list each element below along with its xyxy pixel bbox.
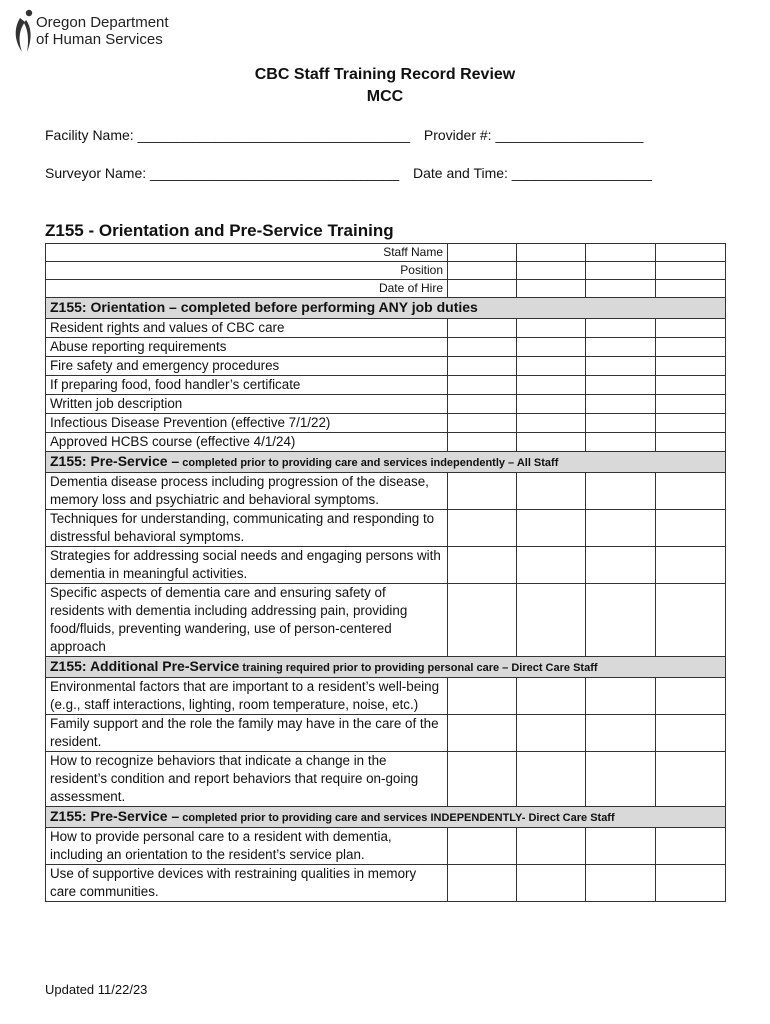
- group-header-row: [46, 807, 726, 828]
- page-title: CBC Staff Training Record Review: [254, 66, 516, 83]
- staff-info-cell-2[interactable]: [517, 244, 586, 262]
- logo-line-1: Oregon Department: [36, 14, 169, 31]
- staff-info-label: Position: [46, 262, 448, 280]
- training-item-cell-2[interactable]: [517, 338, 586, 357]
- training-item-cell-1[interactable]: [448, 510, 517, 547]
- group-header: [46, 452, 726, 473]
- training-item-cell-2[interactable]: [517, 678, 586, 715]
- training-item-cell-4[interactable]: [656, 338, 726, 357]
- staff-info-cell-1[interactable]: [448, 280, 517, 298]
- training-item-cell-4[interactable]: [656, 433, 726, 452]
- training-item-cell-4[interactable]: [656, 357, 726, 376]
- person-figure-icon: [12, 8, 36, 54]
- training-item-cell-4[interactable]: [656, 376, 726, 395]
- training-item-label: Strategies for addressing social needs and engaging persons with dementia in meaningful activities.: [46, 547, 448, 584]
- training-item-cell-1[interactable]: [448, 395, 517, 414]
- training-item-cell-3[interactable]: [586, 357, 656, 376]
- group-header-note: completed prior to providing care and services INDEPENDENTLY- Direct Care Staff: [179, 812, 615, 824]
- training-item-label: Family support and the role the family may have in the care of the resident.: [46, 715, 448, 752]
- training-item-cell-1[interactable]: [448, 414, 517, 433]
- training-item-cell-4[interactable]: [656, 584, 726, 657]
- training-item-label: Resident rights and values of CBC care: [46, 319, 448, 338]
- training-item-cell-3[interactable]: [586, 584, 656, 657]
- training-item-cell-3[interactable]: [586, 510, 656, 547]
- training-item-cell-3[interactable]: [586, 828, 656, 865]
- staff-info-cell-1[interactable]: [448, 244, 517, 262]
- training-item-cell-4[interactable]: [656, 752, 726, 807]
- training-item-cell-1[interactable]: [448, 828, 517, 865]
- training-item-cell-1[interactable]: [448, 678, 517, 715]
- facility-name-field[interactable]: Facility Name: ___________________________________: [45, 127, 411, 143]
- training-item-row: [46, 473, 726, 510]
- training-item-cell-3[interactable]: [586, 395, 656, 414]
- section-title: Z155 - Orientation and Pre-Service Training: [45, 221, 394, 240]
- training-item-cell-4[interactable]: [656, 715, 726, 752]
- training-item-cell-2[interactable]: [517, 395, 586, 414]
- training-item-cell-2[interactable]: [517, 547, 586, 584]
- training-item-label: Specific aspects of dementia care and ensuring safety of residents with dementia including addressing pain, providing food/fluids, preventing wandering, use of person-centered approach: [46, 584, 448, 657]
- training-item-cell-2[interactable]: [517, 319, 586, 338]
- training-item-cell-4[interactable]: [656, 395, 726, 414]
- training-item-cell-1[interactable]: [448, 473, 517, 510]
- training-item-cell-3[interactable]: [586, 376, 656, 395]
- staff-info-cell-4[interactable]: [656, 262, 726, 280]
- training-item-cell-3[interactable]: [586, 752, 656, 807]
- training-item-cell-3[interactable]: [586, 473, 656, 510]
- facility-row: [45, 127, 643, 143]
- training-item-cell-1[interactable]: [448, 865, 517, 902]
- training-item-row: [46, 338, 726, 357]
- training-item-cell-4[interactable]: [656, 510, 726, 547]
- training-item-cell-3[interactable]: [586, 678, 656, 715]
- group-header-title: Z155: Pre-Service –: [50, 453, 180, 469]
- training-item-cell-3[interactable]: [586, 319, 656, 338]
- training-item-row: [46, 678, 726, 715]
- training-item-row: [46, 395, 726, 414]
- training-item-cell-2[interactable]: [517, 752, 586, 807]
- document-title: [0, 64, 770, 108]
- training-item-label: Environmental factors that are important to a resident’s well-being (e.g., staff interactions, lighting, room temperature, noise, etc.): [46, 678, 448, 715]
- training-item-label: Dementia disease process including progression of the disease, memory loss and psychiatric and behavioral symptoms.: [46, 473, 448, 510]
- training-item-cell-1[interactable]: [448, 319, 517, 338]
- training-item-cell-1[interactable]: [448, 547, 517, 584]
- training-item-label: How to recognize behaviors that indicate a change in the resident’s condition and report behaviors that require on-going assessment.: [46, 752, 448, 807]
- surveyor-row: [45, 165, 652, 181]
- group-header: [46, 807, 726, 828]
- training-item-cell-4[interactable]: [656, 678, 726, 715]
- training-item-row: [46, 433, 726, 452]
- training-item-cell-2[interactable]: [517, 357, 586, 376]
- staff-info-cell-4[interactable]: [656, 244, 726, 262]
- group-header-row: [46, 298, 726, 319]
- training-item-cell-4[interactable]: [656, 319, 726, 338]
- staff-info-cell-3[interactable]: [586, 262, 656, 280]
- training-item-cell-2[interactable]: [517, 414, 586, 433]
- training-item-cell-2[interactable]: [517, 584, 586, 657]
- training-item-label: Written job description: [46, 395, 448, 414]
- staff-info-cell-2[interactable]: [517, 262, 586, 280]
- training-item-cell-4[interactable]: [656, 865, 726, 902]
- staff-info-cell-2[interactable]: [517, 280, 586, 298]
- training-item-cell-4[interactable]: [656, 828, 726, 865]
- training-item-cell-4[interactable]: [656, 473, 726, 510]
- staff-info-cell-4[interactable]: [656, 280, 726, 298]
- group-header-row: [46, 657, 726, 678]
- training-item-row: [46, 414, 726, 433]
- training-item-cell-1[interactable]: [448, 338, 517, 357]
- training-item-cell-3[interactable]: [586, 338, 656, 357]
- training-item-cell-3[interactable]: [586, 865, 656, 902]
- training-item-cell-2[interactable]: [517, 715, 586, 752]
- training-item-cell-1[interactable]: [448, 433, 517, 452]
- updated-note: Updated 11/22/23: [45, 982, 148, 997]
- group-header-row: [46, 452, 726, 473]
- training-item-cell-2[interactable]: [517, 510, 586, 547]
- training-item-cell-3[interactable]: [586, 715, 656, 752]
- training-item-cell-4[interactable]: [656, 414, 726, 433]
- training-item-cell-3[interactable]: [586, 414, 656, 433]
- training-item-cell-1[interactable]: [448, 584, 517, 657]
- staff-info-label: Date of Hire: [46, 280, 448, 298]
- staff-info-label: Staff Name: [46, 244, 448, 262]
- training-item-cell-1[interactable]: [448, 715, 517, 752]
- group-header: [46, 657, 726, 678]
- training-item-row: [46, 865, 726, 902]
- training-item-cell-1[interactable]: [448, 752, 517, 807]
- training-item-label: If preparing food, food handler’s certificate: [46, 376, 448, 395]
- training-item-row: [46, 752, 726, 807]
- staff-info-row: [46, 244, 726, 262]
- training-item-row: [46, 357, 726, 376]
- staff-info-cell-3[interactable]: [586, 244, 656, 262]
- training-item-row: [46, 376, 726, 395]
- training-item-row: [46, 828, 726, 865]
- training-item-cell-3[interactable]: [586, 547, 656, 584]
- group-header: [46, 298, 726, 319]
- logo-line-2: of Human Services: [36, 31, 163, 48]
- provider-number-field[interactable]: Provider #: ___________________: [423, 127, 644, 143]
- staff-info-row: [46, 262, 726, 280]
- training-item-row: [46, 510, 726, 547]
- group-header-note: completed prior to providing care and services independently – All Staff: [179, 457, 559, 469]
- training-item-cell-1[interactable]: [448, 357, 517, 376]
- page-subtitle: MCC: [366, 88, 404, 105]
- training-item-cell-2[interactable]: [517, 865, 586, 902]
- training-item-label: Abuse reporting requirements: [46, 338, 448, 357]
- training-item-label: Techniques for understanding, communicating and responding to distressful behavioral symptoms.: [46, 510, 448, 547]
- training-item-label: Use of supportive devices with restraining qualities in memory care communities.: [46, 865, 448, 902]
- group-header-title: Z155: Pre-Service –: [50, 808, 180, 824]
- training-item-cell-4[interactable]: [656, 547, 726, 584]
- training-item-cell-1[interactable]: [448, 376, 517, 395]
- training-item-row: [46, 319, 726, 338]
- staff-info-cell-3[interactable]: [586, 280, 656, 298]
- training-item-cell-2[interactable]: [517, 376, 586, 395]
- surveyor-name-field[interactable]: Surveyor Name: ________________________________: [45, 165, 400, 181]
- training-item-row: [46, 547, 726, 584]
- training-item-cell-2[interactable]: [517, 473, 586, 510]
- dhs-logo: [12, 8, 192, 56]
- training-record-table: [45, 243, 726, 902]
- date-time-field[interactable]: Date and Time: __________________: [412, 165, 652, 181]
- training-item-cell-2[interactable]: [517, 433, 586, 452]
- training-item-label: Fire safety and emergency procedures: [46, 357, 448, 376]
- training-item-label: Approved HCBS course (effective 4/1/24): [46, 433, 448, 452]
- group-header-note: training required prior to providing personal care – Direct Care Staff: [239, 662, 598, 674]
- group-header-title: Z155: Additional Pre-Service: [50, 658, 240, 674]
- group-header-title: Z155: Orientation – completed before performing ANY job duties: [50, 299, 478, 315]
- training-item-label: Infectious Disease Prevention (effective 7/1/22): [46, 414, 448, 433]
- training-item-row: [46, 584, 726, 657]
- staff-info-cell-1[interactable]: [448, 262, 517, 280]
- training-item-cell-2[interactable]: [517, 828, 586, 865]
- training-item-row: [46, 715, 726, 752]
- training-item-cell-3[interactable]: [586, 433, 656, 452]
- staff-info-row: [46, 280, 726, 298]
- training-item-label: How to provide personal care to a resident with dementia, including an orientation to the resident’s service plan.: [46, 828, 448, 865]
